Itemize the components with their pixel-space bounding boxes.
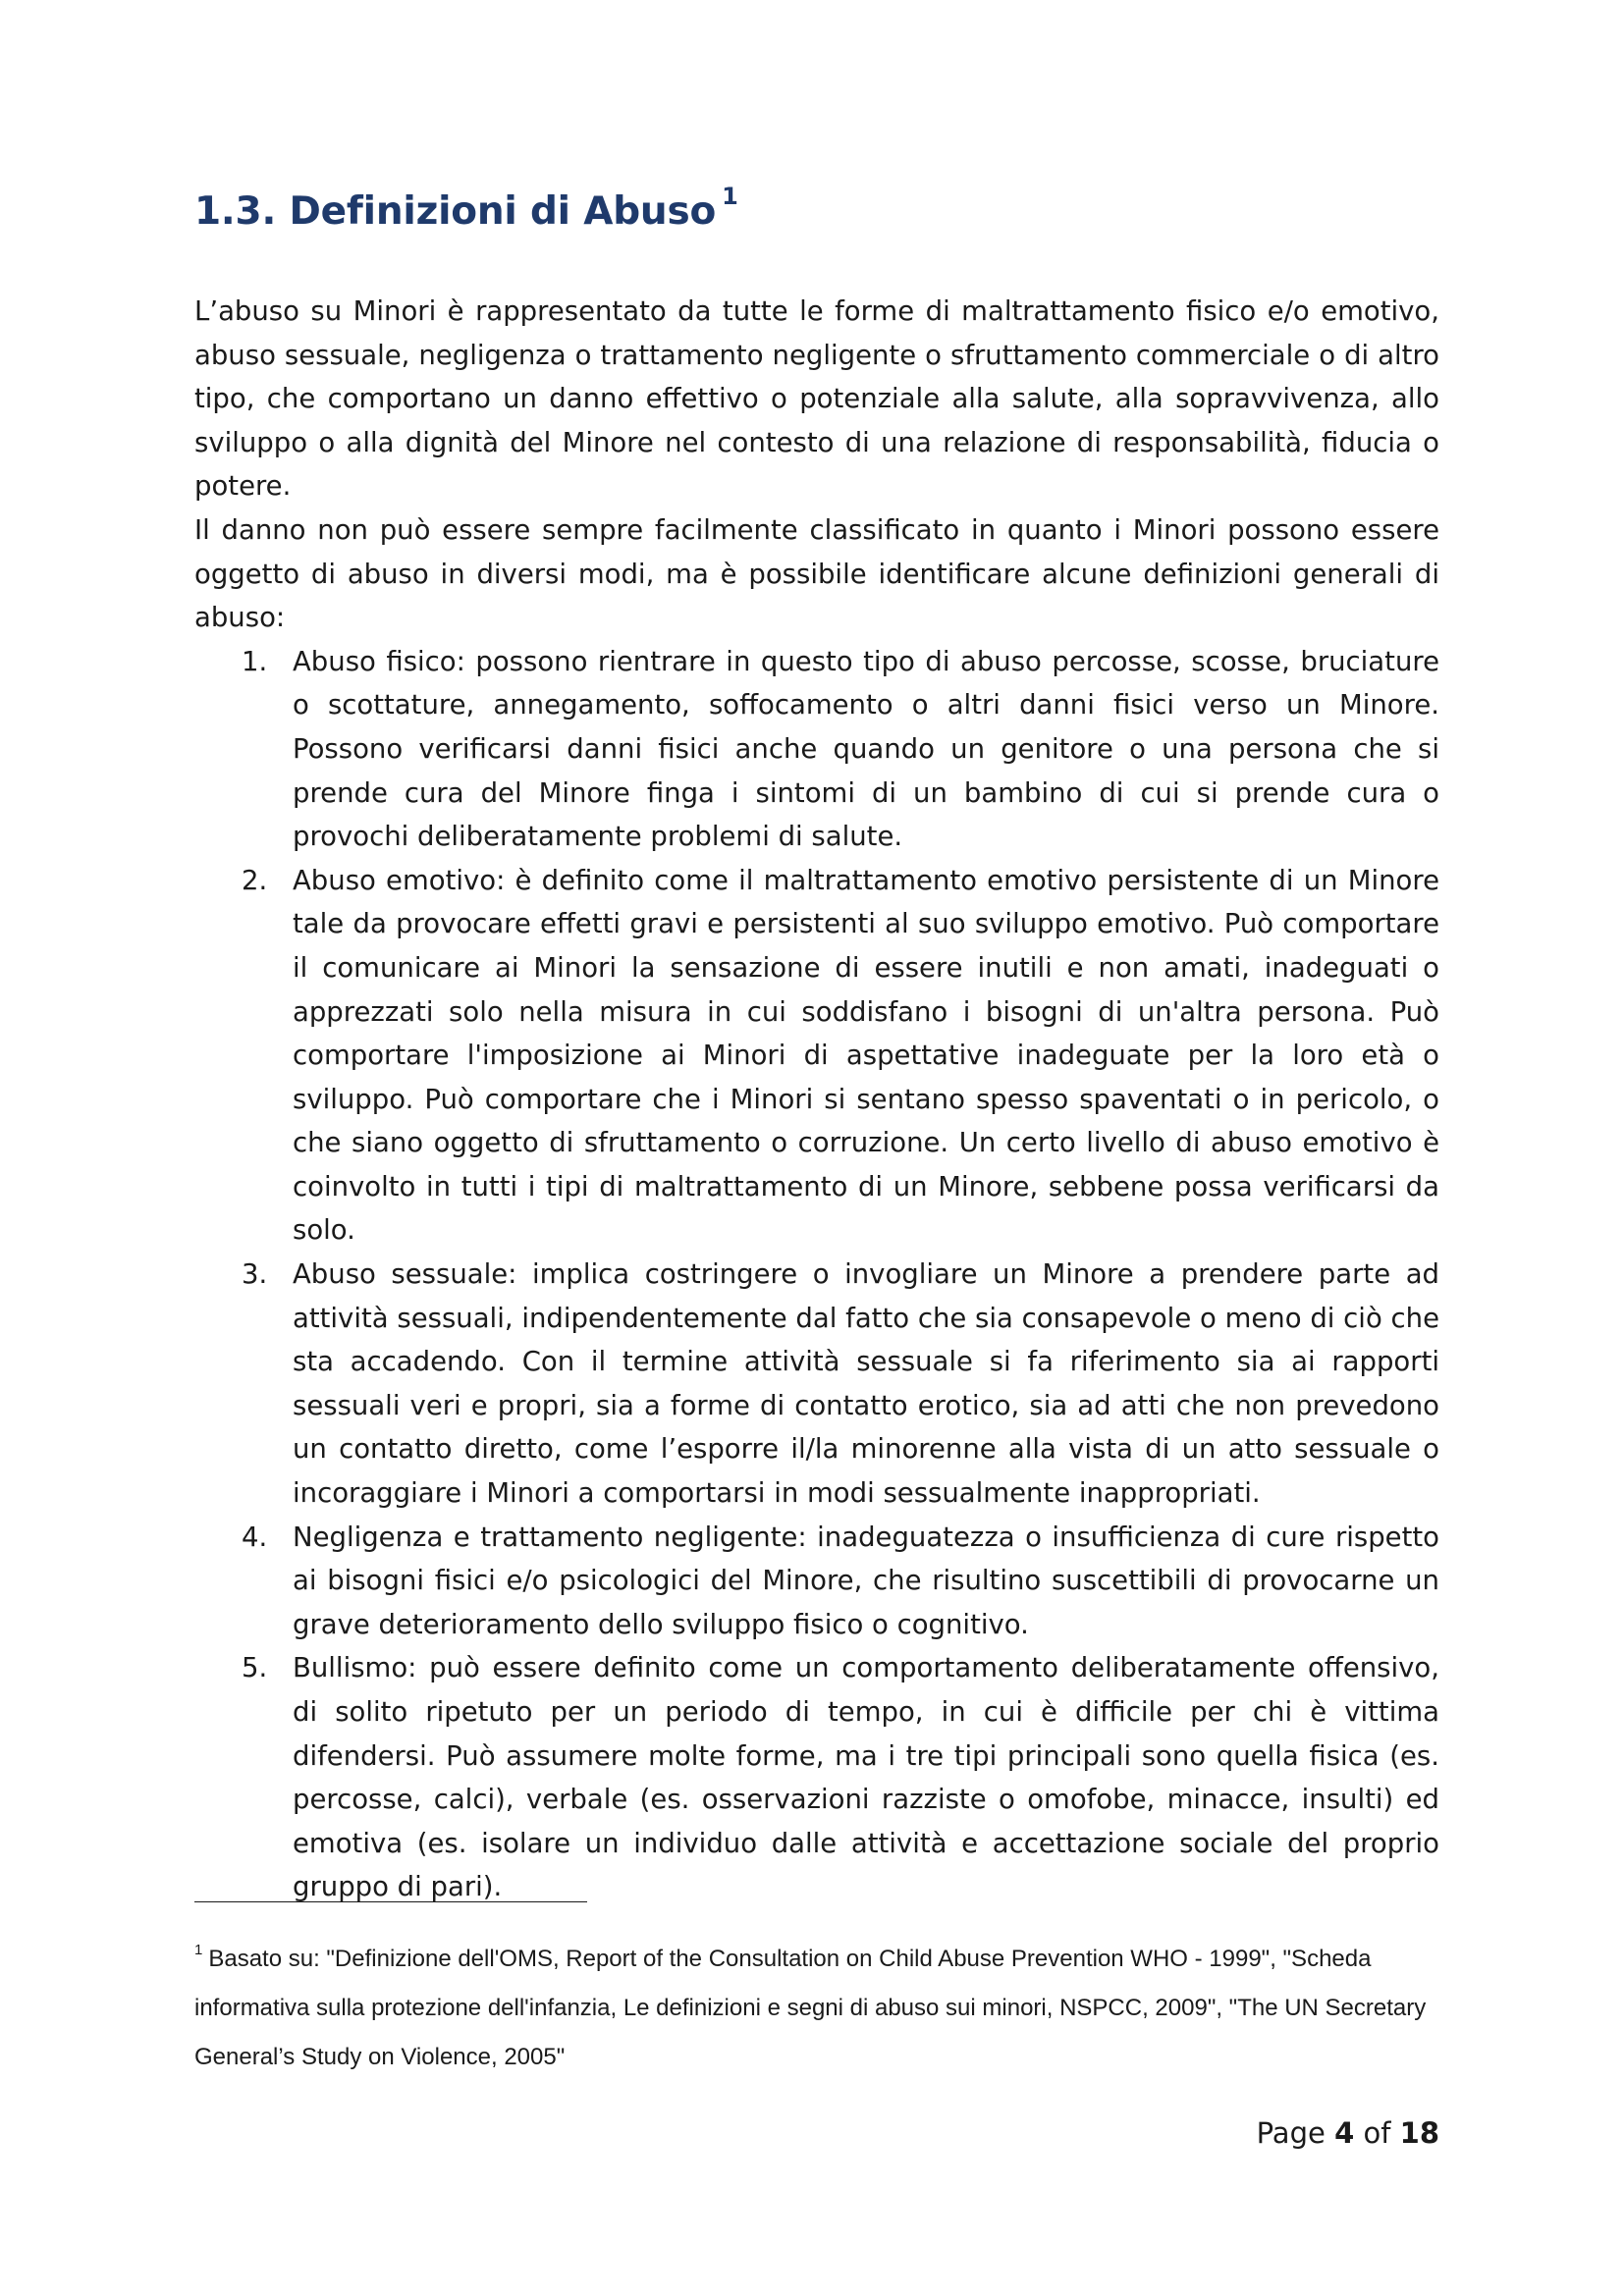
list-item-text: Bullismo: può essere definito come un comportamento deliberatamente offensivo, di solito ripetuto per un periodo di tempo, in cui è difficile per chi è vittima difendersi. Può assumere molte forme, ma i tre tipi principali sono quella fisica (es. percosse, calci), verbale (es. osservazioni razziste o omofobe, minacce, insulti) ed emotiva (es. isolare un individuo dalle attività e accettazione sociale del proprio gruppo di pari).	[293, 1652, 1439, 1903]
list-item-text: Abuso emotivo: è definito come il maltrattamento emotivo persistente di un Minore tale da provocare effetti gravi e persistenti al suo sviluppo emotivo. Può comportare il comunicare ai Minori la sensazione di essere inutili e non amati, inadeguati o apprezzati solo nella misura in cui soddisfano i bisogni di un'altra persona. Può comportare l'imposizione ai Minori di aspettative inadeguate per la loro età o sviluppo. Può comportare che i Minori si sentano spesso spaventati o in pericolo, o che siano oggetto di sfruttamento o corruzione. Un certo livello di abuso emotivo è coinvolto in tutti i tipi di maltrattamento di un Minore, sebbene possa verificarsi da solo.	[293, 864, 1439, 1247]
page-number-separator: of	[1363, 2116, 1391, 2150]
list-item-text: Abuso sessuale: implica costringere o invogliare un Minore a prendere parte ad attività sessuali, indipendentemente dal fatto che sia consapevole o meno di ciò che sta accadendo. Con il termine attività sessuale si fa riferimento sia ai rapporti sessuali veri e propri, sia a forme di contatto erotico, sia ad atti che non prevedono un contatto diretto, come l’esporre il/la minorenne alla vista di un atto sessuale o incoraggiare i Minori a comportarsi in modi sessualmente inappropriati.	[293, 1258, 1439, 1510]
page-number-prefix: Page	[1256, 2116, 1326, 2150]
list-item	[194, 859, 1439, 1253]
list-item-number: 1.	[242, 645, 268, 677]
list-item	[194, 1516, 1439, 1647]
section-heading-title: 1.3. Definizioni di Abuso	[194, 189, 717, 234]
footnote-marker: 1	[194, 1942, 203, 1958]
footnote	[194, 1929, 1441, 2082]
paragraph-intro: L’abuso su Minori è rappresentato da tutte le forme di maltrattamento fisico e/o emotivo, abuso sessuale, negligenza o trattamento negligente o sfruttamento commerciale o di altro tipo, che comportano un danno effettivo o potenziale alla salute, alla sopravvivenza, allo sviluppo o alla dignità del Minore nel contesto di una relazione di responsabilità, fiducia o potere.	[194, 295, 1439, 503]
list-item	[194, 640, 1439, 859]
list-item-number: 5.	[242, 1652, 268, 1684]
footnote-text: Basato su: "Definizione dell'OMS, Report of the Consultation on Child Abuse Prevention WHO - 1999", "Scheda informativa sulla protezione dell'infanzia, Le definizioni e segni di abuso sui minori, NSPCC, 2009", "The UN Secretary General’s Study on Violence, 2005"	[194, 1946, 1427, 2070]
body-text	[194, 290, 1439, 1909]
footnote-reference: 1	[722, 183, 738, 210]
list-item	[194, 1253, 1439, 1516]
list-item-text: Abuso fisico: possono rientrare in questo tipo di abuso percosse, scosse, bruciature o scottature, annegamento, soffocamento o altri danni fisici verso un Minore. Possono verificarsi danni fisici anche quando un genitore o una persona che si prende cura del Minore finga i sintomi di un bambino di cui si prende cura o provochi deliberatamente problemi di salute.	[293, 645, 1439, 853]
page-number	[1257, 2116, 1439, 2150]
page-number-current: 4	[1334, 2116, 1355, 2150]
section-heading	[194, 183, 738, 234]
list-item-number: 3.	[242, 1258, 268, 1291]
list-item-number: 2.	[242, 864, 268, 896]
footnote-separator	[194, 1901, 587, 1902]
abuse-definitions-list	[194, 640, 1439, 1909]
paragraph-classification: Il danno non può essere sempre facilmente classificato in quanto i Minori possono essere oggetto di abuso in diversi modi, ma è possibile identificare alcune definizioni generali di abuso:	[194, 513, 1439, 634]
list-item-text: Negligenza e trattamento negligente: inadeguatezza o insufficienza di cure rispetto ai bisogni fisici e/o psicologici del Minore, che risultino suscettibili di provocarne un grave deterioramento dello sviluppo fisico o cognitivo.	[293, 1521, 1439, 1640]
list-item	[194, 1646, 1439, 1909]
list-item-number: 4.	[242, 1521, 268, 1553]
page-number-total: 18	[1399, 2116, 1439, 2150]
